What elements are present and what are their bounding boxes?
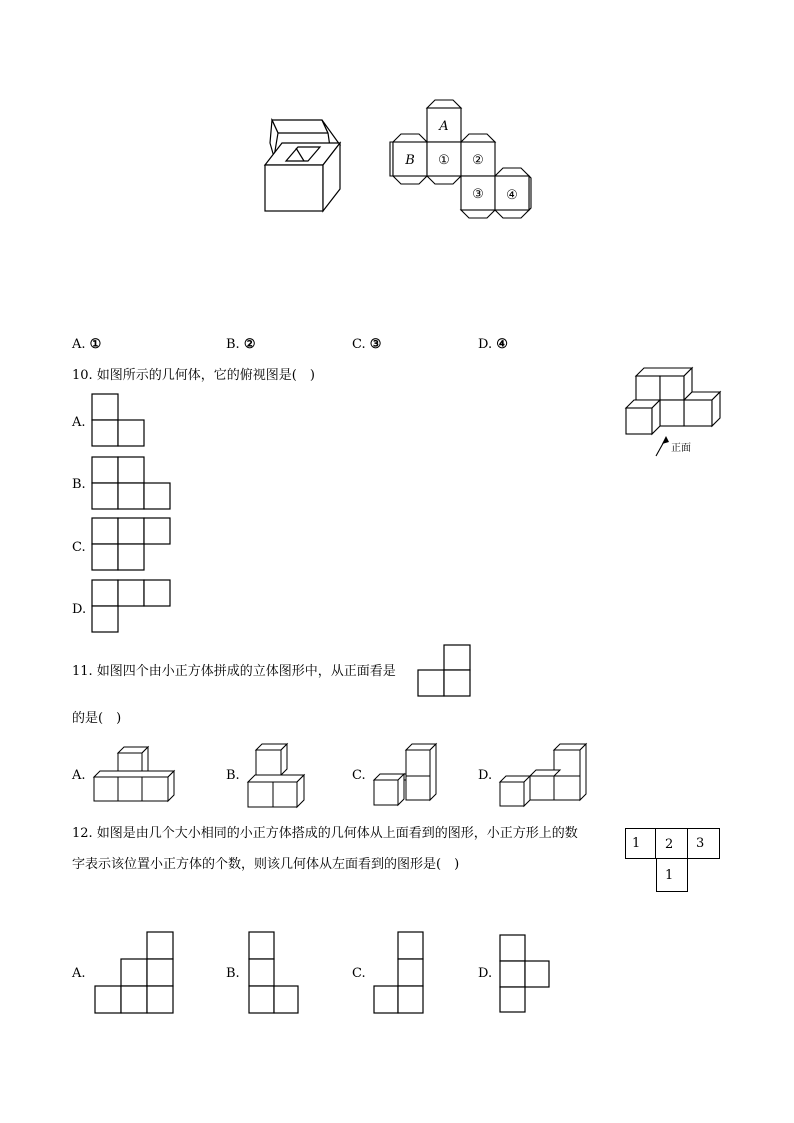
q10-option-d-figure[interactable] — [92, 580, 172, 634]
grid-value: 3 — [696, 836, 705, 851]
q10-option-b-letter[interactable]: B. — [72, 477, 86, 492]
q11-option-a-letter[interactable]: A. — [72, 768, 86, 783]
q12-option-c-letter[interactable]: C. — [352, 966, 366, 981]
q10-option-a-letter[interactable]: A. — [72, 415, 86, 430]
q12-option-a-letter[interactable]: A. — [72, 966, 86, 981]
cube-net-figure — [390, 100, 530, 220]
q10-option-c-figure[interactable] — [92, 518, 172, 572]
face-b-label: B — [405, 153, 415, 168]
grid-value: 2 — [665, 837, 674, 852]
q11-front-view-figure — [418, 645, 472, 699]
q10-option-d-letter[interactable]: D. — [72, 602, 87, 617]
face-a-label: A — [439, 119, 449, 134]
q9-option-c[interactable]: C. ③ — [352, 337, 382, 352]
face-3-label: ③ — [472, 187, 484, 202]
q12-top-view-grid — [625, 828, 721, 894]
q12-option-a-figure[interactable] — [95, 931, 177, 1015]
q12-option-d-figure[interactable] — [499, 934, 553, 1014]
q11-option-b-letter[interactable]: B. — [226, 768, 240, 783]
q11-option-c-figure[interactable] — [372, 742, 442, 810]
q12-option-d-letter[interactable]: D. — [478, 966, 493, 981]
q10-stem: 10. 如图所示的几何体，它的俯视图是( ) — [72, 368, 315, 383]
open-box-figure — [260, 115, 350, 215]
q12-option-b-figure[interactable] — [248, 931, 302, 1015]
grid-value: 1 — [665, 868, 674, 883]
face-2-label: ② — [472, 153, 484, 168]
q10-option-c-letter[interactable]: C. — [72, 540, 86, 555]
q9-option-b[interactable]: B. ② — [226, 337, 256, 352]
q11-option-d-letter[interactable]: D. — [478, 768, 493, 783]
face-1-label: ① — [438, 153, 450, 168]
q12-stem-line2: 字表示该位置小正方体的个数，则该几何体从左面看到的图形是( ) — [72, 857, 460, 872]
q12-option-c-figure[interactable] — [373, 931, 427, 1015]
grid-cell — [625, 828, 656, 859]
q10-option-b-figure[interactable] — [92, 457, 172, 511]
q11-option-b-figure[interactable] — [247, 742, 309, 810]
q11-option-d-figure[interactable] — [498, 742, 590, 810]
q12-stem-line1: 12. 如图是由几个大小相同的小正方体搭成的几何体从上面看到的图形，小正方形上的数 — [72, 826, 578, 841]
q12-option-b-letter[interactable]: B. — [226, 966, 240, 981]
grid-value: 1 — [632, 836, 641, 851]
q9-option-a[interactable]: A. ① — [72, 337, 102, 352]
q11-option-a-figure[interactable] — [93, 745, 183, 807]
q11-stem-line2: 的是( ) — [72, 711, 122, 726]
q11-option-c-letter[interactable]: C. — [352, 768, 366, 783]
q10-option-a-figure[interactable] — [92, 394, 146, 448]
q11-stem-line1: 11. 如图四个由小正方体拼成的立体图形中，从正面看是 — [72, 664, 396, 679]
q10-front-label: 正面 — [671, 443, 691, 454]
q9-option-d[interactable]: D. ④ — [478, 337, 508, 352]
face-4-label: ④ — [506, 188, 518, 203]
